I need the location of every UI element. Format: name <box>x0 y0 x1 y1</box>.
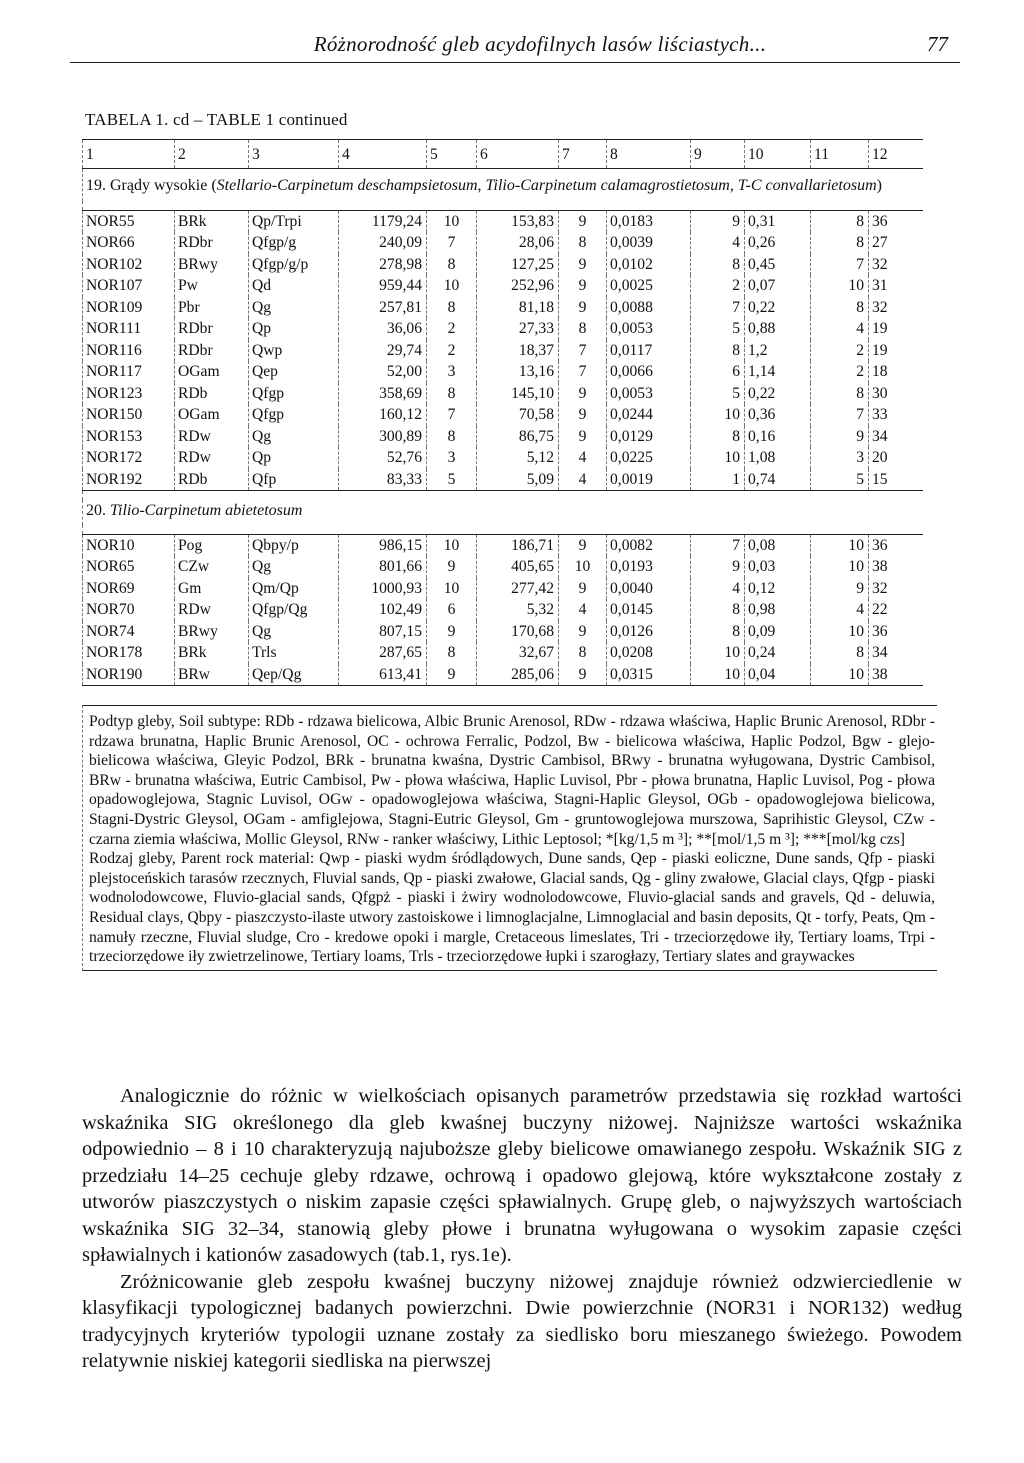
table-cell: 3 <box>811 447 869 469</box>
table-cell: 2 <box>427 318 477 340</box>
table-cell: 18 <box>869 361 923 383</box>
table-cell: 358,69 <box>339 383 427 405</box>
table-notes <box>82 705 937 971</box>
table-cell: RDbr <box>175 318 249 340</box>
table-cell: 9 <box>559 297 607 319</box>
table-cell: 10 <box>811 664 869 686</box>
table-cell: 285,06 <box>477 664 559 686</box>
table-cell: 9 <box>427 621 477 643</box>
table-cell: RDb <box>175 469 249 491</box>
table-cell: 240,09 <box>339 232 427 254</box>
table-cell: 2 <box>691 275 745 297</box>
column-number: 1 <box>83 140 175 169</box>
table-cell: 8 <box>811 210 869 232</box>
table-cell: 300,89 <box>339 426 427 448</box>
table-cell: NOR74 <box>83 621 175 643</box>
table-cell: Qg <box>249 556 339 578</box>
table-cell: 807,15 <box>339 621 427 643</box>
table-cell: 5 <box>691 383 745 405</box>
table-cell: 8 <box>691 599 745 621</box>
table-cell: 9 <box>559 534 607 556</box>
table-cell: 8 <box>427 426 477 448</box>
table-cell: BRk <box>175 210 249 232</box>
table-cell: 6 <box>691 361 745 383</box>
table-cell: 9 <box>559 254 607 276</box>
table-cell: 5,12 <box>477 447 559 469</box>
table-cell: 9 <box>691 556 745 578</box>
table-cell: 10 <box>691 404 745 426</box>
table-row <box>83 254 923 276</box>
table-cell: 10 <box>691 664 745 686</box>
table-cell: 19 <box>869 318 923 340</box>
table-cell: 15 <box>869 469 923 491</box>
table-cell: 7 <box>559 340 607 362</box>
table-cell: 32,67 <box>477 642 559 664</box>
table-cell: 0,36 <box>745 404 811 426</box>
table-cell: 0,0117 <box>607 340 691 362</box>
table-cell: 9 <box>691 210 745 232</box>
table-cell: 38 <box>869 556 923 578</box>
table-cell: Qep/Qg <box>249 664 339 686</box>
table-cell: 28,06 <box>477 232 559 254</box>
table-cell: 36 <box>869 534 923 556</box>
table-cell: NOR116 <box>83 340 175 362</box>
column-number: 4 <box>339 140 427 169</box>
column-number: 7 <box>559 140 607 169</box>
column-number: 6 <box>477 140 559 169</box>
table-cell: 959,44 <box>339 275 427 297</box>
table-cell: 0,0082 <box>607 534 691 556</box>
table-cell: Qp <box>249 318 339 340</box>
table-cell: 10 <box>559 556 607 578</box>
table-cell: 613,41 <box>339 664 427 686</box>
table-cell: 5 <box>811 469 869 491</box>
body-text <box>82 1083 962 1375</box>
table-cell: Pbr <box>175 297 249 319</box>
column-number: 3 <box>249 140 339 169</box>
table-cell: 38 <box>869 664 923 686</box>
table-cell: 52,00 <box>339 361 427 383</box>
table-cell: 32 <box>869 254 923 276</box>
table-cell: 7 <box>691 534 745 556</box>
table-cell: 10 <box>811 534 869 556</box>
table-cell: 1000,93 <box>339 578 427 600</box>
table-cell: 8 <box>691 426 745 448</box>
table-cell: CZw <box>175 556 249 578</box>
table-cell: 32 <box>869 297 923 319</box>
table-cell: Qfgp/g <box>249 232 339 254</box>
page-number: 77 <box>927 32 948 56</box>
table-cell: Qep <box>249 361 339 383</box>
table-cell: 83,33 <box>339 469 427 491</box>
table-cell: 0,24 <box>745 642 811 664</box>
table-row <box>83 447 923 469</box>
table-cell: 801,66 <box>339 556 427 578</box>
table-cell: 10 <box>811 621 869 643</box>
table-row <box>83 404 923 426</box>
table-cell: Qg <box>249 426 339 448</box>
running-title: Różnorodność gleb acydofilnych lasów liściastych... <box>313 32 767 56</box>
group-19-title-row <box>83 169 923 201</box>
table-cell: 0,0039 <box>607 232 691 254</box>
table-cell: 0,98 <box>745 599 811 621</box>
table-cell: NOR150 <box>83 404 175 426</box>
table-cell: 8 <box>811 297 869 319</box>
column-number: 2 <box>175 140 249 169</box>
table-cell: 34 <box>869 642 923 664</box>
table-cell: 9 <box>559 664 607 686</box>
soil-table <box>82 139 923 686</box>
table-cell: 9 <box>559 621 607 643</box>
table-cell: 0,0053 <box>607 318 691 340</box>
table-cell: 0,74 <box>745 469 811 491</box>
table-cell: 102,49 <box>339 599 427 621</box>
table-cell: 8 <box>691 340 745 362</box>
table-cell: NOR66 <box>83 232 175 254</box>
table-cell: 81,18 <box>477 297 559 319</box>
table-cell: 8 <box>427 642 477 664</box>
running-header <box>70 30 960 63</box>
table-cell: 70,58 <box>477 404 559 426</box>
table-cell: 9 <box>559 404 607 426</box>
table-cell: 10 <box>427 534 477 556</box>
table-cell: 0,0129 <box>607 426 691 448</box>
table-cell: 0,31 <box>745 210 811 232</box>
table-cell: 0,12 <box>745 578 811 600</box>
table-cell: 160,12 <box>339 404 427 426</box>
table-cell: 10 <box>811 275 869 297</box>
table-cell: 10 <box>427 578 477 600</box>
table-cell: 1179,24 <box>339 210 427 232</box>
table-cell: 10 <box>691 642 745 664</box>
column-number: 9 <box>691 140 745 169</box>
table-cell: 0,09 <box>745 621 811 643</box>
table-cell: 0,0025 <box>607 275 691 297</box>
table-cell: NOR10 <box>83 534 175 556</box>
table-caption: TABELA 1. cd – TABLE 1 continued <box>85 110 348 129</box>
table-cell: 29,74 <box>339 340 427 362</box>
table-cell: 4 <box>691 578 745 600</box>
table-cell: RDbr <box>175 340 249 362</box>
column-number: 8 <box>607 140 691 169</box>
table-cell: 0,22 <box>745 383 811 405</box>
table-cell: Qd <box>249 275 339 297</box>
table-cell: 5 <box>427 469 477 491</box>
table-cell: 30 <box>869 383 923 405</box>
table-cell: Qm/Qp <box>249 578 339 600</box>
group-20-title-row <box>83 500 923 525</box>
table-cell: 0,0088 <box>607 297 691 319</box>
table-cell: 0,0244 <box>607 404 691 426</box>
table-cell: Qfgp <box>249 383 339 405</box>
table-cell: 4 <box>811 599 869 621</box>
table-cell: BRw <box>175 664 249 686</box>
table-cell: 27,33 <box>477 318 559 340</box>
table-cell: Pog <box>175 534 249 556</box>
table-row <box>83 621 923 643</box>
table-cell: NOR190 <box>83 664 175 686</box>
table-cell: 145,10 <box>477 383 559 405</box>
column-number: 12 <box>869 140 923 169</box>
table-cell: NOR172 <box>83 447 175 469</box>
table-cell: 1 <box>691 469 745 491</box>
table-cell: NOR192 <box>83 469 175 491</box>
table-cell: BRk <box>175 642 249 664</box>
spacer-row <box>83 201 923 211</box>
group-20-title: 20. Tilio-Carpinetum abietetosum <box>83 500 923 525</box>
table-row <box>83 469 923 491</box>
table-row <box>83 340 923 362</box>
table-cell: 3 <box>427 447 477 469</box>
table-cell: 4 <box>811 318 869 340</box>
table-cell: 287,65 <box>339 642 427 664</box>
table-cell: NOR69 <box>83 578 175 600</box>
table-cell: 7 <box>559 361 607 383</box>
table-cell: Qfgp <box>249 404 339 426</box>
table-row <box>83 361 923 383</box>
table-cell: 6 <box>427 599 477 621</box>
paragraph: Analogicznie do różnic w wielkościach opisanych parametrów przedstawia się rozkład wartości wskaźnika SIG określonego dla gleb kwaśnej buczyny niżowej. Najniższe wartości wskaźnika odpowiednio – 8 i 10 charakteryzują najuboższe gleby bielicowe omawianego zespołu. Wskaźnik SIG z przedziału 14–25 cechuje gleby rdzawe, ochrową i opadowo glejową, które wykształcone zostały z utworów piaszczystych o niskim zapasie części spławialnych. Grupę gleb, o najwyższych wartościach wskaźnika SIG 32–34, stanowią gleby płowe i brunatna wyługowana o wysokim zapasie części spławialnych i kationów zasadowych (tab.1, rys.1e). <box>82 1085 962 1266</box>
table-cell: 9 <box>559 210 607 232</box>
table-cell: 10 <box>811 556 869 578</box>
table-cell: 127,25 <box>477 254 559 276</box>
table-cell: 52,76 <box>339 447 427 469</box>
table-cell: 0,88 <box>745 318 811 340</box>
table-cell: 9 <box>559 383 607 405</box>
table-cell: Qbpy/p <box>249 534 339 556</box>
table-cell: 0,04 <box>745 664 811 686</box>
table-cell: 20 <box>869 447 923 469</box>
table-cell: Qg <box>249 297 339 319</box>
table-cell: 0,26 <box>745 232 811 254</box>
table-cell: 8 <box>427 254 477 276</box>
table-cell: 10 <box>427 275 477 297</box>
table-cell: 7 <box>427 404 477 426</box>
table-cell: 2 <box>427 340 477 362</box>
table-cell: 1,08 <box>745 447 811 469</box>
table-cell: BRwy <box>175 254 249 276</box>
table-cell: 0,0102 <box>607 254 691 276</box>
note-parent-rock: Rodzaj gleby, Parent rock material: Qwp - piaski wydm śródlądowych, Dune sands, Qep - piaski eoliczne, Dune sands, Qfp - piaski plejstoceńskich tarasów rzecznych, Fluvial sands, Qp - piaski zwałowe, Glacial sands, Qg - gliny zwałowe, Glacial clays, Qfgp - piaski wodnolodowcowe, Fluvio-glacial sands, Qfgpż - piaski i żwiry wodnolodowcowe, Fluvio-glacial sands and gravels, Qd - deluwia, Residual clays, Qbpy - piaszczysto-ilaste utwory zastoiskowe i limnoglacjalne, Limnoglacial and basin deposits, Qt - torfy, Peats, Qm - namuły rzeczne, Fluvial sludge, Cro - kredowe opoki i margle, Cretaceous limeslates, Tri - trzeciorzędowe iły, Tertiary loams, Trpi - trzeciorzędowe iły zwietrzelinowe, Tertiary loams, Trls - trzeciorzędowe łupki i szarogłazy, Tertiary slates and graywackes <box>89 850 935 966</box>
table-cell: 9 <box>559 426 607 448</box>
table-cell: 8 <box>691 621 745 643</box>
table-cell: Pw <box>175 275 249 297</box>
table-cell: 257,81 <box>339 297 427 319</box>
table-cell: 19 <box>869 340 923 362</box>
table-cell: Gm <box>175 578 249 600</box>
table-row <box>83 599 923 621</box>
column-number: 11 <box>811 140 869 169</box>
table-cell: 0,16 <box>745 426 811 448</box>
table-row <box>83 275 923 297</box>
table-cell: NOR65 <box>83 556 175 578</box>
table-cell: 18,37 <box>477 340 559 362</box>
table-cell: 10 <box>427 210 477 232</box>
table-cell: 4 <box>691 232 745 254</box>
table-cell: 8 <box>811 383 869 405</box>
table-cell: 8 <box>691 254 745 276</box>
table-cell: NOR111 <box>83 318 175 340</box>
table-cell: 153,83 <box>477 210 559 232</box>
table-cell: 36,06 <box>339 318 427 340</box>
table-cell: 9 <box>811 578 869 600</box>
table-cell: 10 <box>691 447 745 469</box>
table-cell: RDw <box>175 426 249 448</box>
table-cell: Qfp <box>249 469 339 491</box>
table-cell: 8 <box>427 383 477 405</box>
table-cell: OGam <box>175 361 249 383</box>
table-cell: Qfgp/Qg <box>249 599 339 621</box>
table-cell: Qfgp/g/p <box>249 254 339 276</box>
table-cell: 0,0040 <box>607 578 691 600</box>
table-row <box>83 426 923 448</box>
note-soil-subtype: Podtyp gleby, Soil subtype: RDb - rdzawa bielicowa, Albic Brunic Arenosol, RDw - rdzawa właściwa, Haplic Brunic Arenosol, RDbr - rdzawa brunatna, Haplic Brunic Arenosol, OC - ochrowa Ferralic, Podzol, Bw - bielicowa właściwa, Haplic Podzol, Bgw - glejo-bielicowa właściwa, Gleyic Podzol, BRk - brunatna kwaśna, Dystric Cambisol, BRwy - brunatna wyługowana, Dystric Cambisol, BRw - brunatna właściwa, Eutric Cambisol, Pw - płowa właściwa, Haplic Luvisol, Pbr - płowa brunatna, Haplic Luvisol, Pog - płowa opadowoglejowa, Stagnic Luvisol, OGw - opadowoglejowa właściwa, Stagni-Haplic Gleysol, OGb - opadowoglejowa bielicowa, Stagni-Dystric Gleysol, OGam - amfiglejowa, Stagni-Eutric Gleysol, Gm - gruntowoglejowa murszowa, Saprihistic Gleysol, CZw - czarna ziemia właściwa, Mollic Gleysol, RNw - ranker właściwy, Lithic Leptosol; *[kg/1,5 m ³]; **[mol/1,5 m ³]; ***[mol/kg czs] <box>89 713 935 848</box>
table-row <box>83 664 923 686</box>
table-row <box>83 534 923 556</box>
column-number-row <box>83 140 923 169</box>
table-cell: 0,0066 <box>607 361 691 383</box>
table-cell: RDbr <box>175 232 249 254</box>
table-cell: Qp/Trpi <box>249 210 339 232</box>
table-cell: 36 <box>869 621 923 643</box>
table-cell: 986,15 <box>339 534 427 556</box>
table-cell: 13,16 <box>477 361 559 383</box>
table-cell: 9 <box>559 275 607 297</box>
table-cell: 9 <box>811 426 869 448</box>
table-cell: 0,0053 <box>607 383 691 405</box>
table-cell: 22 <box>869 599 923 621</box>
table-row <box>83 556 923 578</box>
table-cell: 0,0183 <box>607 210 691 232</box>
table-row <box>83 578 923 600</box>
table-cell: Qg <box>249 621 339 643</box>
table-cell: 9 <box>427 556 477 578</box>
table-cell: 32 <box>869 578 923 600</box>
table-cell: RDw <box>175 599 249 621</box>
table-cell: 0,0019 <box>607 469 691 491</box>
table-cell: NOR107 <box>83 275 175 297</box>
table-cell: 1,2 <box>745 340 811 362</box>
paragraph: Zróżnicowanie gleb zespołu kwaśnej buczyny niżowej znajduje również odzwierciedlenie w klasyfikacji typologicznej badanych powierzchni. Dwie powierzchnie (NOR31 i NOR132) według tradycyjnych kryteriów typologii uznane zostały za siedlisko boru mieszanego świeżego. Powodem relatywnie niskiej kategorii siedliska na pierwszej <box>82 1270 962 1372</box>
table-cell: 27 <box>869 232 923 254</box>
table-cell: 33 <box>869 404 923 426</box>
table-cell: 0,07 <box>745 275 811 297</box>
table-cell: 170,68 <box>477 621 559 643</box>
table-cell: NOR70 <box>83 599 175 621</box>
table-cell: 8 <box>559 318 607 340</box>
table-cell: 4 <box>559 469 607 491</box>
table-cell: 0,0193 <box>607 556 691 578</box>
table-cell: NOR109 <box>83 297 175 319</box>
table-cell: 7 <box>691 297 745 319</box>
table-cell: NOR117 <box>83 361 175 383</box>
table-cell: 9 <box>427 664 477 686</box>
table-row <box>83 383 923 405</box>
table-cell: 2 <box>811 361 869 383</box>
spacer-row <box>83 525 923 535</box>
table-cell: 1,14 <box>745 361 811 383</box>
table-cell: 7 <box>811 404 869 426</box>
table-cell: 186,71 <box>477 534 559 556</box>
table-cell: 3 <box>427 361 477 383</box>
table-cell: 5,32 <box>477 599 559 621</box>
table-cell: 0,0126 <box>607 621 691 643</box>
group-19-title: 19. Grądy wysokie (Stellario-Carpinetum deschampsietosum, Tilio-Carpinetum calamagrostietosum, T-C convallarietosum) <box>83 169 923 201</box>
table-cell: 7 <box>811 254 869 276</box>
table-cell: 405,65 <box>477 556 559 578</box>
table-cell: 0,45 <box>745 254 811 276</box>
table-row <box>83 642 923 664</box>
table-cell: 2 <box>811 340 869 362</box>
table-cell: 0,22 <box>745 297 811 319</box>
table-cell: Qp <box>249 447 339 469</box>
table-row <box>83 318 923 340</box>
column-number: 5 <box>427 140 477 169</box>
table-cell: 8 <box>811 642 869 664</box>
table-cell: 8 <box>811 232 869 254</box>
table-cell: 86,75 <box>477 426 559 448</box>
table-cell: NOR55 <box>83 210 175 232</box>
table-cell: NOR178 <box>83 642 175 664</box>
table-row <box>83 232 923 254</box>
table-cell: NOR123 <box>83 383 175 405</box>
table-cell: 0,0315 <box>607 664 691 686</box>
table-row <box>83 210 923 232</box>
table-cell: Qwp <box>249 340 339 362</box>
table-cell: 7 <box>427 232 477 254</box>
table-cell: 8 <box>427 297 477 319</box>
table-cell: 278,98 <box>339 254 427 276</box>
table-cell: 0,03 <box>745 556 811 578</box>
table-cell: 0,08 <box>745 534 811 556</box>
table-cell: 4 <box>559 447 607 469</box>
table-cell: 8 <box>559 232 607 254</box>
table-cell: RDb <box>175 383 249 405</box>
table-cell: 0,0145 <box>607 599 691 621</box>
table-row <box>83 297 923 319</box>
table-cell: 8 <box>559 642 607 664</box>
table-cell: 5 <box>691 318 745 340</box>
table-cell: NOR102 <box>83 254 175 276</box>
table-cell: 252,96 <box>477 275 559 297</box>
table-cell: RDw <box>175 447 249 469</box>
spacer-row <box>83 491 923 501</box>
table-cell: 31 <box>869 275 923 297</box>
table-cell: 34 <box>869 426 923 448</box>
table-cell: BRwy <box>175 621 249 643</box>
table-cell: OGam <box>175 404 249 426</box>
table-cell: Trls <box>249 642 339 664</box>
table-cell: 9 <box>559 578 607 600</box>
table-cell: 36 <box>869 210 923 232</box>
column-number: 10 <box>745 140 811 169</box>
table-cell: 277,42 <box>477 578 559 600</box>
table-cell: 0,0225 <box>607 447 691 469</box>
table-cell: 5,09 <box>477 469 559 491</box>
table-cell: 0,0208 <box>607 642 691 664</box>
table-cell: 4 <box>559 599 607 621</box>
table-cell: NOR153 <box>83 426 175 448</box>
